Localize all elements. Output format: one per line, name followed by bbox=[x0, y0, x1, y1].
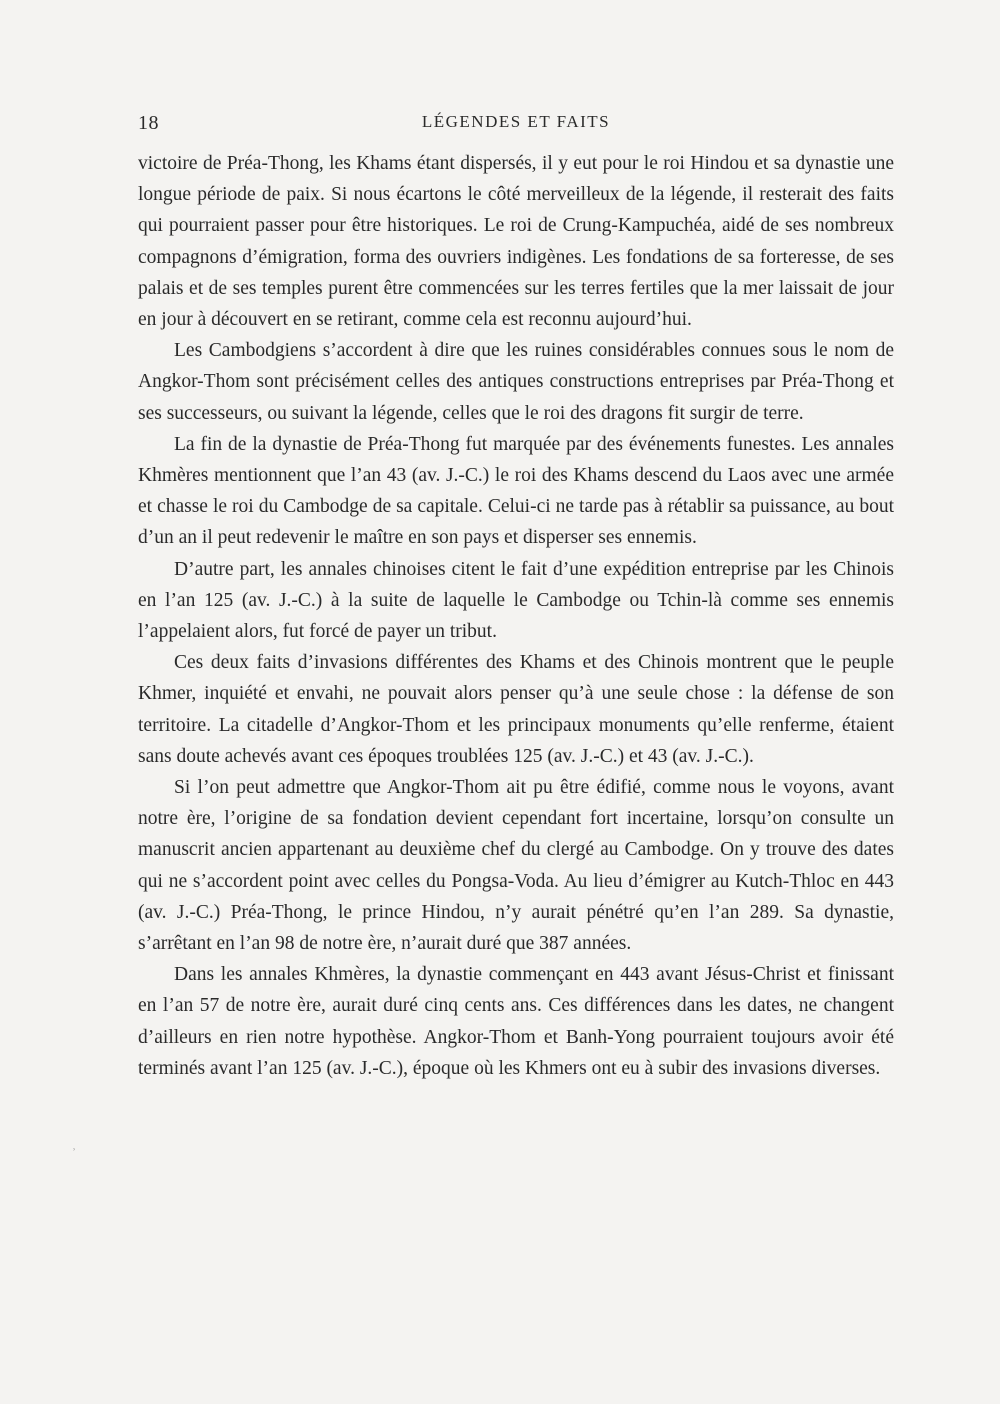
paragraph-3: La fin de la dynastie de Préa-Thong fut marquée par des événements funestes. Les annales Khmères mentionnent que l’an 43 (av. J.-C.) le roi des Khams descend du Laos avec une armée et chasse le roi du Cambodge de sa capitale. Celui-ci ne tarde pas à rétablir sa puissance, au bout d’un an il peut redevenir le maître en son pays et disperser ses ennemis. bbox=[138, 433, 894, 549]
running-title: LÉGENDES ET FAITS bbox=[421, 112, 611, 131]
paragraph-2: Les Cambodgiens s’accordent à dire que les ruines considérables connues sous le nom de Angkor-Thom sont précisément celles des antiques constructions entreprises par Préa-Thong et ses successeurs, ou suivant la légende, celles que le roi des dragons fit surgir de terre. bbox=[138, 340, 894, 424]
paragraph-1: victoire de Préa-Thong, les Khams étant dispersés, il y eut pour le roi Hindou et sa dynastie une longue période de paix. Si nous écartons le côté merveilleux de la légende, il resterait des faits qui pourraient passer pour être historiques. Le roi de Crung-Kampuchéa, aidé de ses nombreux compagnons d’émigration, forma des ouvriers indigènes. Les fondations de sa forteresse, de ses palais et de ses temples purent être commencées sur les terres fertiles que la mer laissait de jour en jour à découvert en se retirant, comme cela est reconnu aujourd’hui. bbox=[138, 153, 894, 331]
paragraph-6: Si l’on peut admettre que Angkor-Thom ait pu être édifié, comme nous le voyons, avant notre ère, l’origine de sa fondation devient cependant fort incertaine, lorsqu’on consulte un manuscrit ancien appartenant au deuxième chef du clergé au Cambodge. On y trouve des dates qui ne s’accordent point avec celles du Pongsa-Voda. Au lieu d’émigrer au Kutch-Thloc en 443 (av. J.-C.) Préa-Thong, le prince Hindou, n’y aurait pénétré qu’en l’an 289. Sa dynastie, s’arrêtant en l’an 98 de notre ère, n’aurait duré que 387 années. bbox=[138, 777, 894, 955]
page-number: 18 bbox=[138, 112, 159, 134]
paragraph-7: Dans les annales Khmères, la dynastie commençant en 443 avant Jésus-Christ et finissant en l’an 57 de notre ère, aurait duré cinq cents ans. Ces différences dans les dates, ne changent d’ailleurs en rien notre hypothèse. Angkor-Thom et Banh-Yong pourraient toujours avoir été terminés avant l’an 125 (av. J.-C.), époque où les Khmers ont eu à subir des invasions diverses. bbox=[138, 964, 894, 1079]
body-text bbox=[138, 148, 894, 1084]
paragraph-5: Ces deux faits d’invasions différentes des Khams et des Chinois montrent que le peuple Khmer, inquiété et envahi, ne pouvait alors penser qu’à une seule chose : la défense de son territoire. La citadelle d’Angkor-Thom et les principaux monuments qu’elle renferme, étaient sans doute achevés avant ces époques troublées 125 (av. J.-C.) et 43 (av. J.-C.). bbox=[138, 652, 894, 767]
margin-speck-mark: ˒ bbox=[72, 1140, 76, 1154]
paragraph-4: D’autre part, les annales chinoises citent le fait d’une expédition entreprise par les Chinois en l’an 125 (av. J.-C.) à la suite de laquelle le Cambodge ou Tchin-là comme ses ennemis l’appelaient alors, fut forcé de payer un tribut. bbox=[138, 558, 894, 643]
page-header bbox=[138, 112, 894, 142]
